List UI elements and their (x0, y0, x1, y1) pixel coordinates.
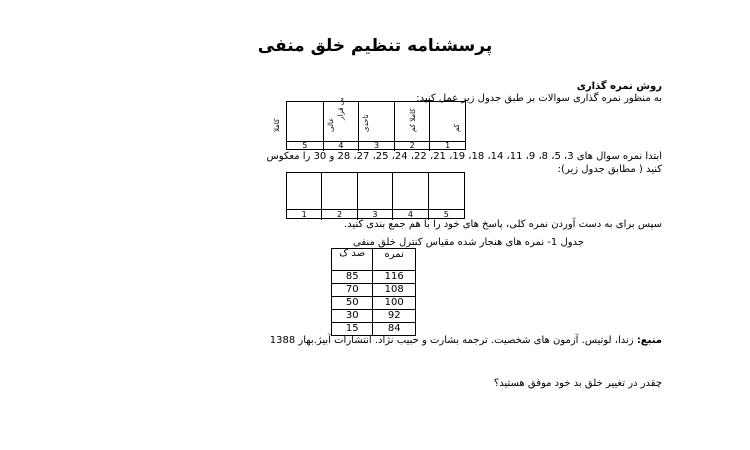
norms-header-row (332, 249, 416, 271)
scoring-label-2: کاملا کم (408, 108, 417, 132)
source-citation (270, 335, 662, 346)
reverse-number-2: 2 (322, 210, 357, 220)
reverse-blank-cell (358, 173, 393, 209)
scoring-number-1: 1 (429, 142, 465, 151)
scoring-label-4-extra: بی قرار (336, 97, 345, 120)
reverse-blank-cell (429, 173, 464, 209)
scoring-table (273, 97, 466, 150)
reverse-blank-cell (393, 173, 428, 209)
norms-score: 100 (373, 297, 416, 310)
reverse-blank-cell (322, 173, 357, 209)
source-text: زندا، لوتیس. آزمون های شخصیت. ترجمه بشارت و حبیب نژاد. انتشارات آبیژ.بهار 1388 (269, 335, 637, 346)
reverse-table-blank-row (287, 173, 464, 209)
norms-percentile: 70 (332, 284, 373, 297)
scoring-table-number-row (287, 141, 465, 150)
scoring-label-cell-5 (273, 102, 323, 142)
norms-percentile: 50 (332, 297, 373, 310)
question-text: چقدر در تغییر خلق بد خود موفق هستید؟ (493, 378, 662, 389)
norms-percentile: 30 (332, 310, 373, 323)
scoring-number-5: 5 (302, 141, 308, 150)
reverse-table (286, 172, 465, 219)
scoring-label-3: تاحدی (362, 114, 371, 132)
norms-row (332, 271, 416, 284)
reverse-blank-cell (287, 173, 322, 209)
scoring-number-4: 4 (323, 142, 359, 151)
scoring-label-cell-4 (323, 97, 359, 142)
scoring-intro: به منظور نمره گذاری سوالات بر طبق جدول زیر عمل کنید: (416, 93, 662, 104)
reverse-number-4: 4 (393, 210, 428, 220)
scoring-label-5: کاملا (273, 118, 282, 132)
norms-percentile: 15 (332, 323, 373, 336)
reverse-instruction: ابتدا نمره سوال های 3، 5، 8، 9، 11، 14، 18، 19، 21، 22، 24، 25، 27، 28 و 30 را معکوس (266, 151, 662, 162)
norms-score: 116 (373, 271, 416, 284)
norms-row (332, 323, 416, 336)
norms-table (331, 248, 416, 336)
norms-caption: جدول 1- نمره های هنجار شده مقیاس کنترل خلق منفی (353, 237, 584, 248)
norms-row (332, 284, 416, 297)
reverse-table-number-row (287, 209, 464, 219)
reverse-number-3: 3 (358, 210, 393, 220)
norms-header-percentile: صد ک (332, 249, 373, 271)
scoring-label-cell-1 (429, 102, 465, 142)
scoring-label-cell-2 (394, 102, 430, 142)
norms-score: 108 (373, 284, 416, 297)
norms-header-score: نمره (373, 249, 416, 271)
scoring-label-cell-3 (358, 102, 394, 142)
scoring-table-label-row (273, 97, 465, 142)
scoring-label-1: کم (453, 124, 462, 132)
norms-score: 84 (373, 323, 416, 336)
reverse-number-5: 5 (443, 210, 449, 219)
norms-percentile: 85 (332, 271, 373, 284)
norms-row (332, 310, 416, 323)
scoring-heading: روش نمره گذاری (576, 81, 662, 92)
page-title: پرسشنامه تنظیم خلق منفی (257, 36, 493, 56)
source-label: منبع: (636, 335, 662, 346)
reverse-number-1: 1 (287, 210, 322, 220)
scoring-number-3: 3 (358, 142, 394, 151)
norms-score: 92 (373, 310, 416, 323)
norms-row (332, 297, 416, 310)
reverse-instruction-cont: کنید ( مطابق جدول زیر): (557, 164, 662, 175)
scoring-number-2: 2 (394, 142, 430, 151)
sum-instruction: سپس برای به دست آوردن نمره کلی، پاسخ های خود را با هم جمع بندی کنید. (343, 219, 662, 230)
scoring-label-4: عالی (326, 117, 335, 132)
